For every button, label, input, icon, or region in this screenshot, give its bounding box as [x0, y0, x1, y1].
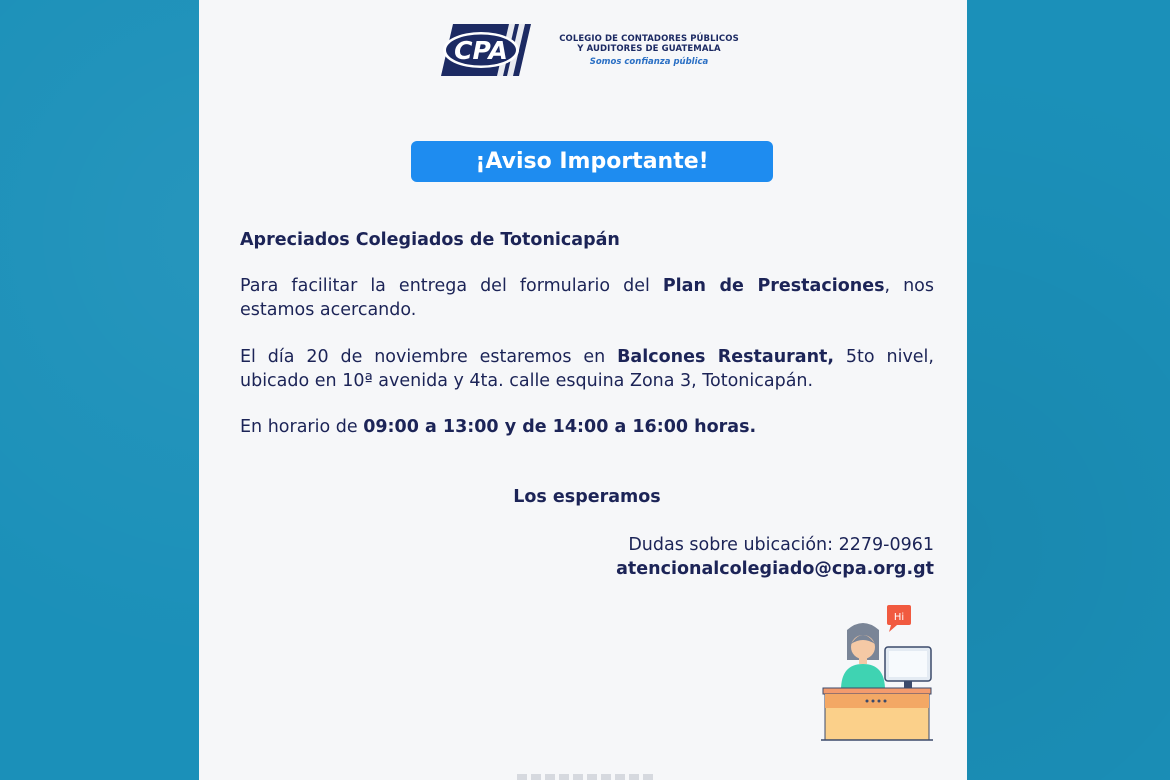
notice-page: [199, 0, 967, 780]
paragraph-form-delivery: [240, 274, 934, 322]
contact-phone: Dudas sobre ubicación: 2279-0961: [628, 535, 934, 555]
notice-banner: ¡Aviso Importante!: [411, 141, 773, 182]
p1-bold: Plan de Prestaciones: [662, 276, 885, 296]
org-name: [554, 34, 744, 54]
p2-bold: Balcones Restaurant,: [617, 347, 835, 367]
logo-text: CPA: [454, 36, 508, 65]
org-name-line2: Y AUDITORES DE GUATEMALA: [577, 44, 721, 54]
contact-block: [240, 533, 934, 581]
p2-text-a: El día 20 de noviembre estaremos en: [240, 347, 618, 367]
header-logo: [439, 22, 739, 78]
cpa-logo-icon: [439, 22, 535, 78]
p2-text-b: 5to nivel, ubicado en 10ª avenida y 4ta. calle esquina Zona 3, Totonicapán.: [240, 347, 934, 391]
closing-line: Los esperamos: [513, 487, 661, 507]
org-name-line1: COLEGIO DE CONTADORES PÚBLICOS: [559, 34, 739, 44]
receptionist-illustration: [819, 602, 939, 744]
p1-text-a: Para facilitar la entrega del formulario del: [240, 276, 663, 296]
org-tagline: Somos confianza pública: [589, 57, 709, 67]
chat-bubble-text: Hi: [893, 612, 905, 623]
paragraph-location: [240, 345, 934, 393]
p3-text-a: En horario de: [240, 417, 364, 437]
p1-text-b: , nos estamos acercando.: [240, 276, 934, 320]
contact-email[interactable]: atencionalcolegiado@cpa.org.gt: [616, 559, 934, 579]
footer-cut-text: [517, 774, 657, 780]
paragraph-schedule: [240, 415, 934, 439]
greeting: Apreciados Colegiados de Totonicapán: [240, 230, 620, 250]
p3-bold: 09:00 a 13:00 y de 14:00 a 16:00 horas.: [363, 417, 757, 437]
